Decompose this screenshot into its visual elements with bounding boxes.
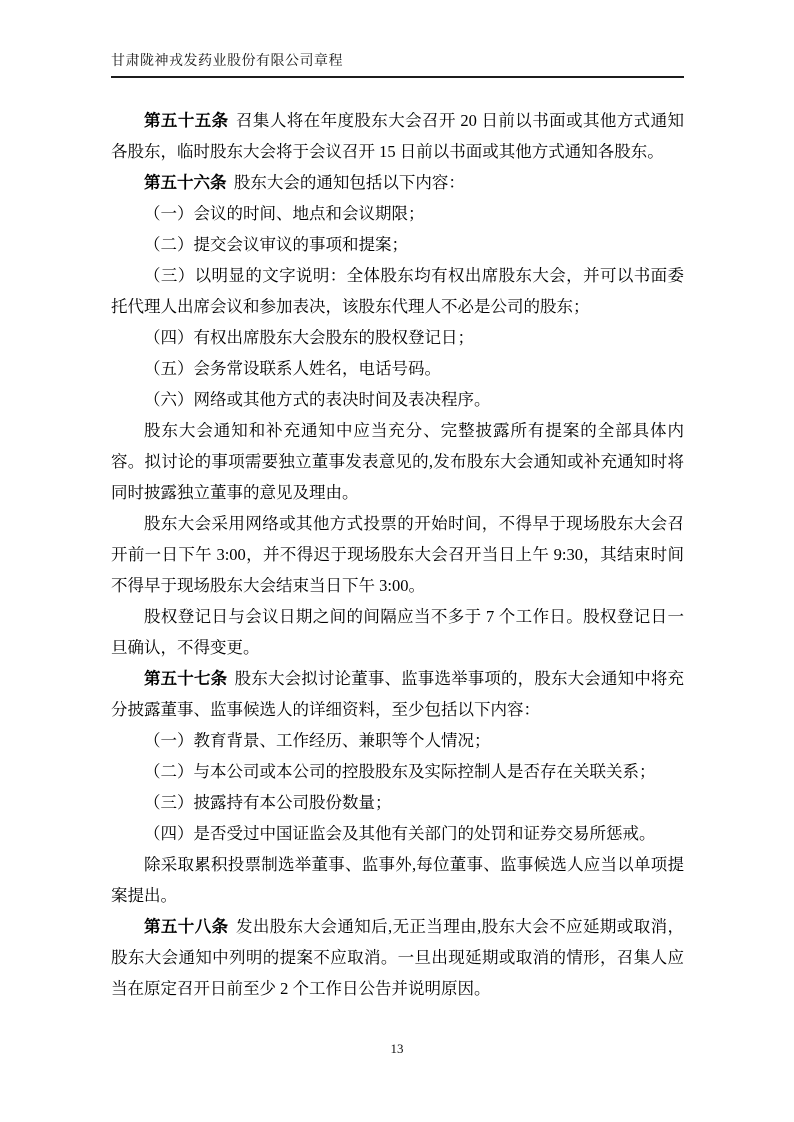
paragraph-text: 股东大会通知和补充通知中应当充分、完整披露所有提案的全部具体内容。拟讨论的事项需要独立董事发表意见的,发布股东大会通知或补充通知时将同时披露独立董事的意见及理由。	[111, 421, 684, 502]
paragraph-text: （二）提交会议审议的事项和提案；	[144, 235, 408, 254]
paragraph-text: （四）是否受过中国证监会及其他有关部门的处罚和证券交易所惩戒。	[144, 824, 656, 843]
article-label: 第五十八条	[144, 917, 229, 936]
paragraph-item-1	[111, 198, 684, 229]
paragraph-article-55	[111, 105, 684, 167]
paragraph-text: （四）有权出席股东大会股东的股权登记日；	[144, 328, 474, 347]
paragraph-item-3	[111, 260, 684, 322]
page-header	[111, 54, 684, 78]
paragraph-text: 股东大会拟讨论董事、监事选举事项的，股东大会通知中将充分披露董事、监事候选人的详细资料，至少包括以下内容：	[111, 669, 685, 719]
article-label: 第五十七条	[144, 669, 228, 688]
paragraph-text: （六）网络或其他方式的表决时间及表决程序。	[144, 390, 491, 409]
article-label: 第五十五条	[144, 111, 229, 130]
paragraph-item-2	[111, 229, 684, 260]
paragraph-text: （一）教育背景、工作经历、兼职等个人情况；	[144, 731, 491, 750]
paragraph-article-56	[111, 167, 684, 198]
page-number: 13	[390, 1041, 404, 1056]
paragraph-text: 股东大会采用网络或其他方式投票的开始时间，不得早于现场股东大会召开前一日下午 3:00，并不得迟于现场股东大会召开当日上午 9:30，其结束时间不得早于现场股东大会结束当日下午 3:00。	[111, 514, 684, 595]
paragraph-record-date	[111, 601, 684, 663]
paragraph-item-57-2	[111, 756, 684, 787]
paragraph-text: 除采取累积投票制选举董事、监事外,每位董事、监事候选人应当以单项提案提出。	[111, 855, 684, 905]
paragraph-online-voting-times	[111, 508, 684, 601]
paragraph-text: （五）会务常设联系人姓名，电话号码。	[144, 359, 441, 378]
paragraph-text: 股权登记日与会议日期之间的间隔应当不多于 7 个工作日。股权登记日一旦确认，不得变更。	[111, 607, 684, 657]
paragraph-single-proposal	[111, 849, 684, 911]
paragraph-text: （三）以明显的文字说明：全体股东均有权出席股东大会，并可以书面委托代理人出席会议和参加表决，该股东代理人不必是公司的股东；	[111, 266, 684, 316]
paragraph-article-57	[111, 663, 684, 725]
document-body	[111, 105, 684, 1004]
paragraph-item-4	[111, 322, 684, 353]
paragraph-article-58	[111, 911, 684, 1004]
paragraph-notice-disclosure	[111, 415, 684, 508]
paragraph-item-57-1	[111, 725, 684, 756]
paragraph-text: （三）披露持有本公司股份数量；	[144, 793, 392, 812]
paragraph-text: 发出股东大会通知后,无正当理由,股东大会不应延期或取消，股东大会通知中列明的提案不应取消。一旦出现延期或取消的情形，召集人应当在原定召开日前至少 2 个工作日公告并说明原因。	[111, 917, 685, 998]
header-title: 甘肃陇神戎发药业股份有限公司章程	[111, 54, 343, 69]
page-footer	[0, 1040, 794, 1058]
paragraph-item-57-3	[111, 787, 684, 818]
paragraph-item-6	[111, 384, 684, 415]
paragraph-text: 召集人将在年度股东大会召开 20 日前以书面或其他方式通知各股东，临时股东大会将于会议召开 15 日前以书面或其他方式通知各股东。	[111, 111, 685, 161]
paragraph-item-57-4	[111, 818, 684, 849]
paragraph-item-5	[111, 353, 684, 384]
paragraph-text: 股东大会的通知包括以下内容：	[233, 173, 465, 192]
paragraph-text: （二）与本公司或本公司的控股股东及实际控制人是否存在关联关系；	[144, 762, 656, 781]
article-label: 第五十六条	[144, 173, 227, 192]
paragraph-text: （一）会议的时间、地点和会议期限；	[144, 204, 425, 223]
